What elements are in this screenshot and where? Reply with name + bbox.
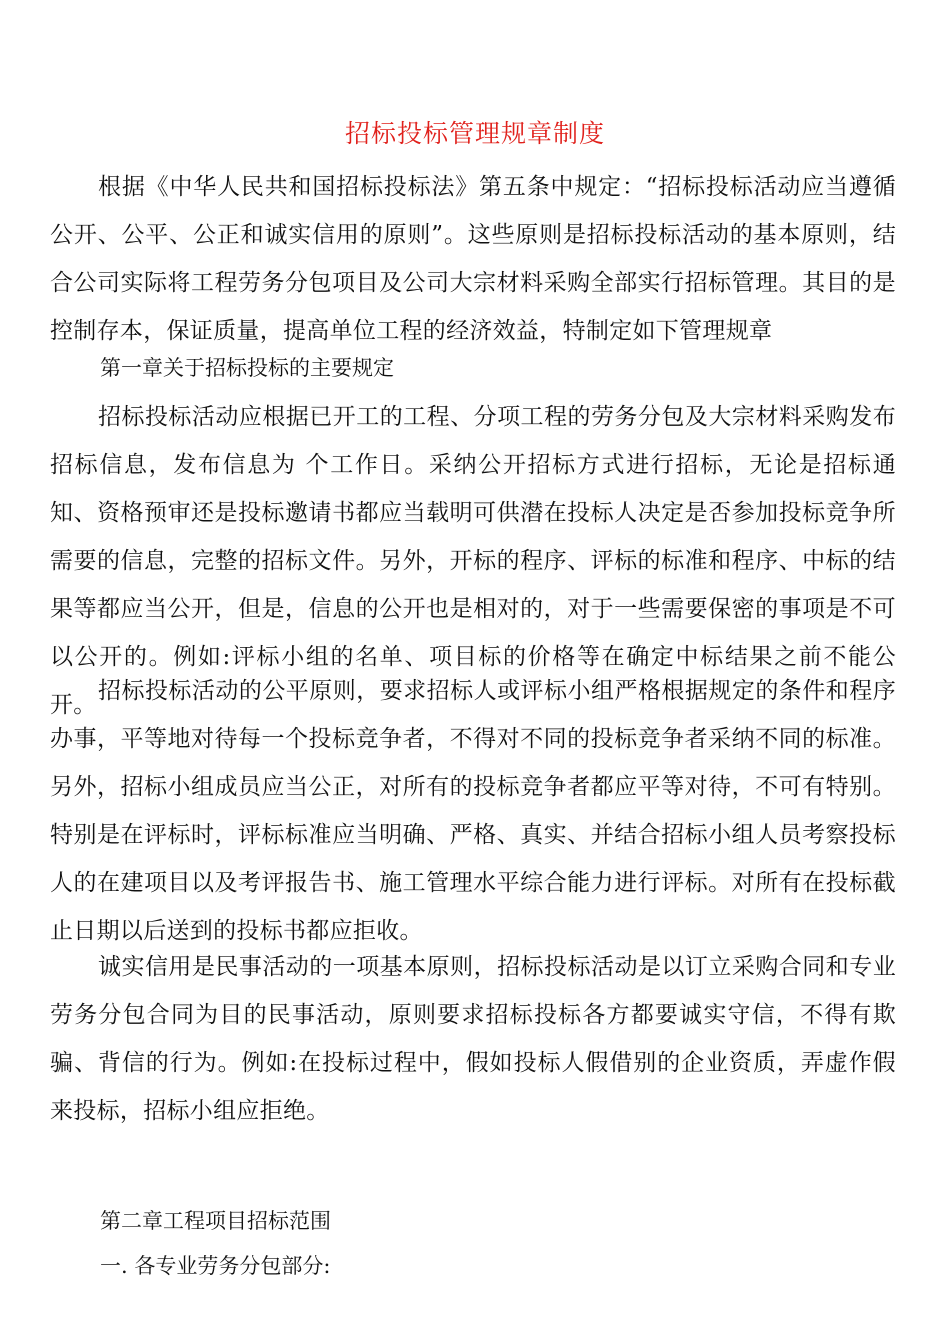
document-title: 招标投标管理规章制度 [344, 119, 605, 148]
fairness-paragraph: 招标投标活动的公平原则，要求招标人或评标小组严格根据规定的条件和程序办事，平等地对待每一个投标竞争者，不得对不同的投标竞争者采纳不同的标准。另外，招标小组成员应当公正，对所有的投标竞争者都应平等对待，不可有特别。特别是在评标时，评标标准应当明确、严格、真实、并结合招标小组人员考察投标人的在建项目以及考评报告书、施工管理水平综合能力进行评标。对所有在投标截止日期以后送到的投标书都应拒收。 [50, 678, 896, 944]
chapter-1-heading: 第一章关于招标投标的主要规定 [100, 356, 394, 380]
good-faith-paragraph: 诚实信用是民事活动的一项基本原则，招标投标活动是以订立采购合同和专业劳务分包合同为目的民事活动，原则要求招标投标各方都要诚实守信，不得有欺骗、背信的行为。例如:在投标过程中，假如投标人假借别的企业资质，弄虚作假来投标，招标小组应拒绝。 [50, 954, 896, 1124]
section-1-heading: 一. 各专业劳务分包部分: [100, 1254, 331, 1278]
intro-paragraph: 根据《中华人民共和国招标投标法》第五条中规定：“招标投标活动应当遵循公开、公平、公正和诚实信用的原则”。这些原则是招标投标活动的基本原则，结合公司实际将工程劳务分包项目及公司大宗材料采购全部实行招标管理。其目的是控制存本，保证质量，提高单位工程的经济效益，特制定如下管理规章 [50, 174, 896, 344]
chapter-2-heading: 第二章工程项目招标范围 [100, 1209, 331, 1233]
openness-paragraph: 招标投标活动应根据已开工的工程、分项工程的劳务分包及大宗材料采购发布招标信息，发布信息为 个工作日。采纳公开招标方式进行招标，无论是招标通知、资格预审还是投标邀请书都应当载明可供潜在投标人决定是否参加投标竞争所需要的信息，完整的招标文件。另外，开标的程序、评标的标准和程序、中标的结果等都应当公开，但是，信息的公开也是相对的，对于一些需要保密的事项是不可以公开的。例如:评标小组的名单、项目标的价格等在确定中标结果之前不能公开。 [50, 404, 896, 718]
